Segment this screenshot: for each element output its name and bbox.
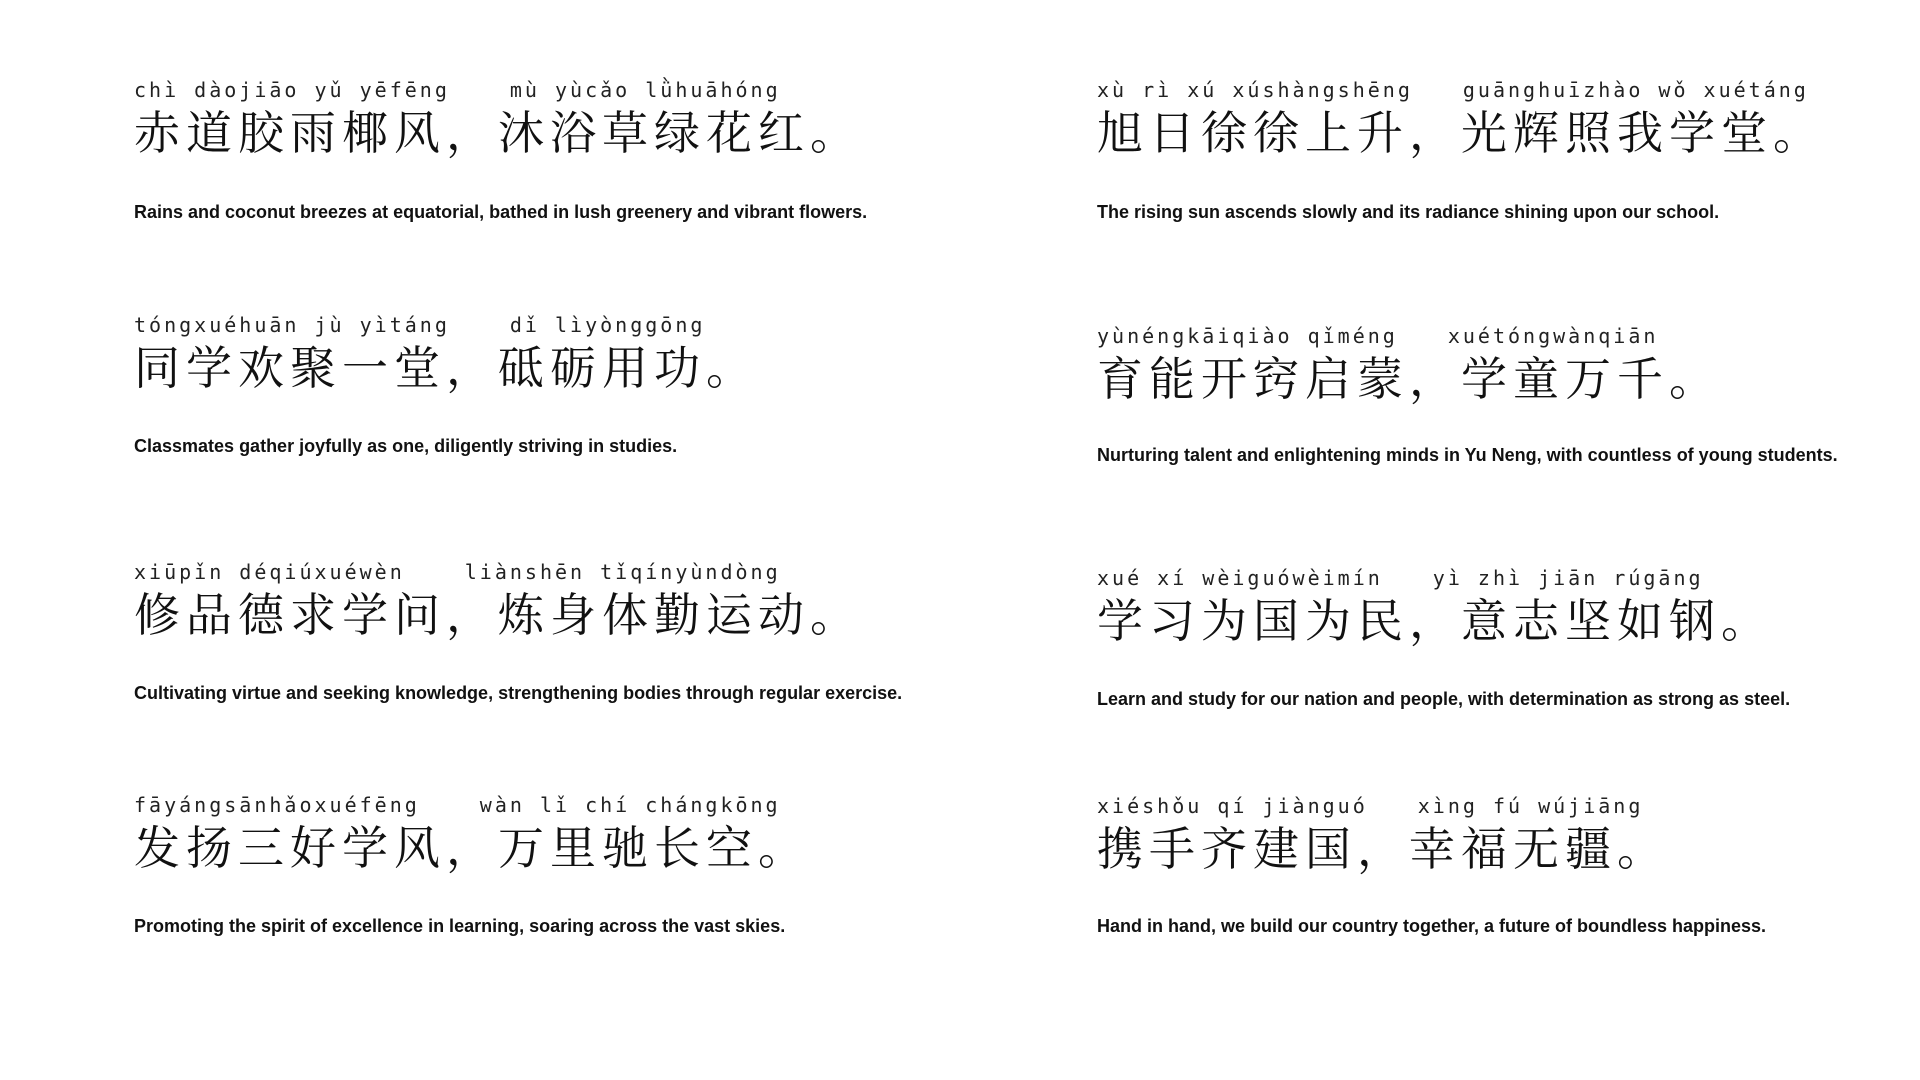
- verse-2: [134, 313, 1034, 397]
- verse-4-hanzi: 发扬三好学风，万里驰长空。: [134, 821, 810, 875]
- verse-5-english: The rising sun ascends slowly and its radiance shining upon our school.: [1097, 202, 1720, 222]
- verse-3-english: Cultivating virtue and seeking knowledge, strengthening bodies through regular exercise.: [134, 683, 903, 703]
- verse-7-pinyin-b: yì zhì jiān rúgāng: [1432, 566, 1704, 590]
- verse-7-hanzi: 学习为国为民，意志坚如钢。: [1097, 594, 1773, 648]
- verse-8: [1097, 794, 1920, 878]
- verse-7-pinyin: [1097, 566, 1920, 590]
- verse-2-pinyin-b: dǐ lìyònggōng: [509, 313, 706, 337]
- verse-6-pinyin-b: xuétóngwànqiān: [1447, 324, 1659, 348]
- verse-4-pinyin: [134, 793, 1034, 817]
- verse-7-pinyin-a: xué xí wèiguówèimín: [1097, 566, 1383, 590]
- verse-6-hanzi: 育能开窍启蒙，学童万千。: [1097, 352, 1721, 406]
- verse-8-english: Hand in hand, we build our country together, a future of boundless happiness.: [1097, 916, 1767, 936]
- verse-5-pinyin: [1097, 78, 1920, 102]
- verse-3-pinyin-a: xiūpǐn déqiúxuéwèn: [134, 560, 405, 584]
- verse-6-english: Nurturing talent and enlightening minds in Yu Neng, with countless of young students.: [1097, 445, 1838, 465]
- verse-8-hanzi: 携手齐建国，幸福无疆。: [1097, 822, 1669, 876]
- verse-2-english: Classmates gather joyfully as one, diligently striving in studies.: [134, 436, 678, 456]
- verse-2-pinyin: [134, 313, 1034, 337]
- verse-6: [1097, 324, 1920, 408]
- verse-1-english: Rains and coconut breezes at equatorial, bathed in lush greenery and vibrant flowers.: [134, 202, 868, 222]
- verse-3-hanzi: 修品德求学问，炼身体勤运动。: [134, 588, 862, 642]
- verse-5-pinyin-a: xù rì xú xúshàngshēng: [1097, 78, 1413, 102]
- verse-4-english: Promoting the spirit of excellence in learning, soaring across the vast skies.: [134, 916, 786, 936]
- verse-6-pinyin-a: yùnéngkāiqiào qǐméng: [1097, 324, 1398, 348]
- left-column: [134, 0, 1054, 1080]
- right-column: [1097, 0, 1920, 1080]
- verse-1-pinyin-a: chì dàojiāo yǔ yēfēng: [134, 78, 450, 102]
- verse-8-pinyin-a: xiéshǒu qí jiànguó: [1097, 794, 1368, 818]
- verse-6-pinyin: [1097, 324, 1920, 348]
- verse-1: [134, 78, 1034, 162]
- verse-3-pinyin-b: liànshēn tǐqínyùndòng: [464, 560, 781, 584]
- verse-7-english: Learn and study for our nation and people, with determination as strong as steel.: [1097, 689, 1791, 709]
- verse-3-pinyin: [134, 560, 1034, 584]
- verse-7: [1097, 566, 1920, 650]
- verse-1-hanzi: 赤道胶雨椰风，沐浴草绿花红。: [134, 106, 862, 160]
- verse-8-pinyin-b: xìng fú wújiāng: [1417, 794, 1644, 818]
- verse-4-pinyin-a: fāyángsānhǎoxuéfēng: [134, 793, 420, 817]
- verse-3: [134, 560, 1034, 644]
- verse-4: [134, 793, 1034, 877]
- verse-2-hanzi: 同学欢聚一堂，砥砺用功。: [134, 341, 758, 395]
- verse-8-pinyin: [1097, 794, 1920, 818]
- verse-5-pinyin-b: guānghuīzhào wǒ xuétáng: [1462, 78, 1809, 102]
- verse-5: [1097, 78, 1920, 162]
- verse-4-pinyin-b: wàn lǐ chí chángkōng: [479, 793, 781, 817]
- verse-2-pinyin-a: tóngxuéhuān jù yìtáng: [134, 313, 450, 337]
- verse-1-pinyin: [134, 78, 1034, 102]
- verse-5-hanzi: 旭日徐徐上升，光辉照我学堂。: [1097, 106, 1825, 160]
- verse-1-pinyin-b: mù yùcǎo lǜhuāhóng: [509, 78, 781, 102]
